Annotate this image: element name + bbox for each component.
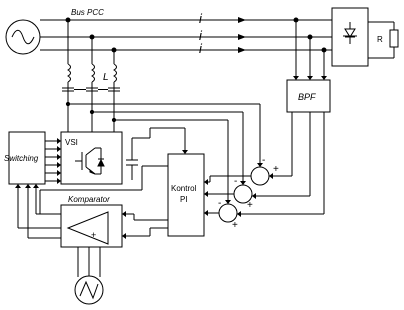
comparator-label: Komparator: [68, 195, 110, 204]
current-symbol-b: i: [199, 28, 202, 43]
bus-to-bpf-wires: [293, 18, 327, 80]
filter-inductors: [66, 18, 117, 132]
inductor-label: L: [103, 72, 109, 83]
bpf-label: BPF: [298, 92, 316, 102]
load-resistor: [368, 22, 398, 58]
feedback-current-wires: [66, 102, 266, 204]
carrier-source-icon: [75, 247, 103, 304]
comparator-symbol: [68, 212, 108, 244]
pi-controller-label-2: PI: [180, 195, 188, 204]
current-symbol-a: i: [199, 11, 202, 26]
sum2-minus: -: [234, 176, 238, 187]
comparator-plus: +: [91, 230, 97, 240]
dc-voltage-feedback-wire: [132, 128, 188, 154]
load-resistor-label: R: [377, 35, 383, 44]
filter-capacitors: [62, 88, 120, 91]
sum1-minus: -: [262, 155, 266, 166]
sum1-plus: +: [273, 164, 279, 175]
sum3-plus: +: [232, 220, 238, 231]
comparator-to-switching-wires: [15, 184, 61, 238]
sum3-minus: -: [218, 198, 222, 209]
pi-controller-label-1: Kontrol: [171, 184, 197, 193]
bus-pcc-label: Bus PCC: [71, 8, 104, 17]
three-phase-bus-lines: [40, 17, 332, 53]
comparator-block: [61, 205, 122, 247]
vsi-label: VSI: [65, 138, 78, 147]
sum-junction-1: [251, 167, 269, 185]
sum2-plus: +: [247, 200, 253, 211]
rectifier-box: [332, 8, 368, 66]
switching-label: Switching: [4, 154, 39, 163]
current-symbol-c: i: [199, 41, 202, 56]
switching-to-vsi-arrows: [45, 138, 61, 184]
ac-source-icon: [6, 20, 40, 54]
